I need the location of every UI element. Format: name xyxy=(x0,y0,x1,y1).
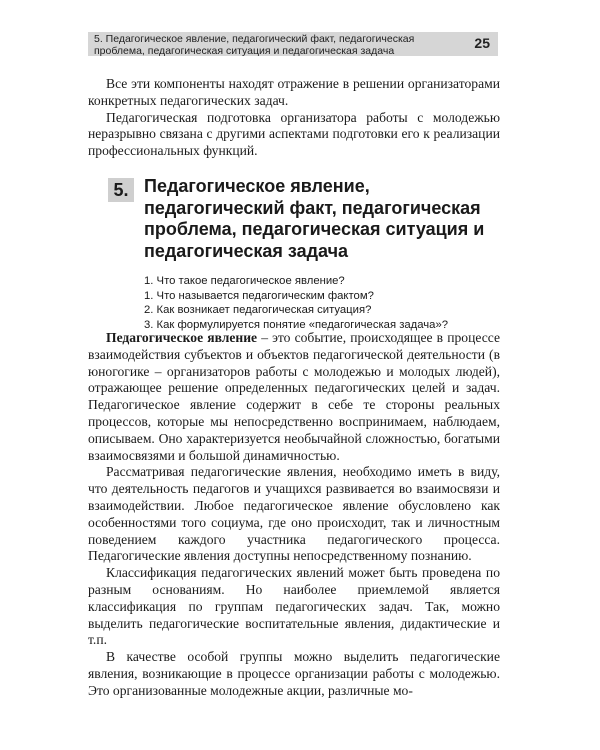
main-text xyxy=(88,330,500,700)
question-item: 3. Как формулируется понятие «педагогическая задача»? xyxy=(144,318,449,331)
intro-text xyxy=(88,76,500,160)
question-item: 1. Что такое педагогическое явление? xyxy=(144,275,345,287)
body-paragraph: Рассматривая педагогические явления, необходимо иметь в виду, что деятельность педагогов и учащихся развивается во взаимосвязи и взаимодействии. Любое педагогическое явление обусловлено как особенностями того социума, где оно происходит, так и личностным поведением каждого участника педагогического процесса. Педагогические явления доступны непосредственному познанию. xyxy=(88,464,500,564)
intro-paragraph: Педагогическая подготовка организатора работы с молодежью неразрывно связана с другими аспектами подготовки его к реализации профессиональных функций. xyxy=(88,109,500,159)
section-number: 5. xyxy=(108,178,134,202)
review-questions xyxy=(144,274,500,332)
body-paragraph: В качестве особой группы можно выделить педагогические явления, возникающие в процессе организации работы с молодежью. Это организованные молодежные акции, различные мо- xyxy=(88,649,500,698)
page-number: 25 xyxy=(474,35,490,51)
definition-paragraph xyxy=(88,330,500,464)
body-paragraph: Классификация педагогических явлений может быть проведена по разным основаниям. Но наиболее приемлемой является классификация по группам педагогических задач. Так, можно выделить педагогические воспитательные явления, дидактические и т.п. xyxy=(88,565,500,648)
question-item: 2. Как возникает педагогическая ситуация? xyxy=(144,304,372,317)
running-header-title: 5. Педагогическое явление, педагогический факт, педагогическая проблема, педагогическая ситуация и педагогическая задача xyxy=(94,33,415,57)
section-title: Педагогическое явление, педагогический факт, педагогическая проблема, педагогическая ситуация и педагогическая задача xyxy=(144,176,485,261)
running-header xyxy=(88,32,498,56)
section-heading-block xyxy=(108,176,500,332)
intro-paragraph: Все эти компоненты находят отражение в решении организаторами конкретных педагогических задач. xyxy=(88,76,500,108)
defined-term: Педагогическое явление xyxy=(106,330,258,345)
definition-text: – это событие, происходящее в процессе взаимодействия субъектов и объектов педагогической деятельности (в юногогике – организаторов работы с молодежью и молодых людей), отражающее решение определенных педагогических целей и задач. Педагогическое явление содержит в себе те стороны реальных процессов, которые мы непосредственно воспринимаем, наблюдаем, описываем. Оно характеризуется необычайной сложностью, богатыми взаимосвязями и большой динамичностью. xyxy=(88,330,500,463)
question-item: 1. Что называется педагогическим фактом? xyxy=(144,289,374,302)
